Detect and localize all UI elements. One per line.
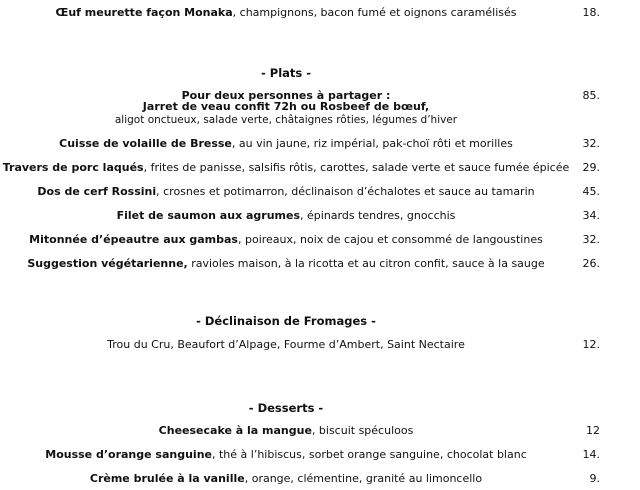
menu-item-description: , poireaux, noix de cajou et consommé de langoustines (237, 233, 543, 246)
menu-item-description: , épinards tendres, gnocchis (300, 209, 456, 222)
menu-item-line (0, 6, 572, 20)
menu-item-line (0, 137, 572, 151)
menu-item-fromages (0, 338, 640, 356)
menu-item-line (0, 257, 572, 271)
menu-item-name: Filet de saumon aux agrumes (116, 209, 301, 222)
menu-item-price: 32. (582, 137, 600, 150)
menu-item-name: Cuisse de volaille de Bresse (59, 137, 232, 150)
menu-item-vegetarienne (0, 257, 640, 275)
section-title-desserts: - Desserts - (248, 401, 324, 415)
menu-item-name: Crème brulée à la vanille (89, 472, 245, 485)
menu-item-description: , au vin jaune, riz impérial, pak-choï rôti et morilles (231, 137, 513, 150)
menu-item-price: 29. (582, 161, 600, 174)
menu-item-price: 12. (582, 338, 600, 351)
menu-item-price: 12 (586, 424, 600, 437)
section-title-plats: - Plats - (260, 66, 312, 80)
menu-item-description: Trou du Cru, Beaufort d’Alpage, Fourme d’Ambert, Saint Nectaire (107, 338, 465, 351)
menu-item-line (0, 185, 572, 199)
sharing-line-2: Jarret de veau confit 72h ou Rosbeef de bœuf, (142, 100, 430, 113)
menu-item-name: Travers de porc laqués (2, 161, 144, 174)
menu-item-oeuf-meurette (0, 6, 640, 24)
menu-item-name: Cheesecake à la mangue (158, 424, 312, 437)
menu-item-epeautre (0, 233, 640, 251)
menu-item-price: 14. (582, 448, 600, 461)
menu-item-name: Suggestion végétarienne, (27, 257, 188, 270)
menu-item-price: 85. (582, 89, 600, 102)
menu-item-price: 18. (582, 6, 600, 19)
menu-item-description: ravioles maison, à la ricotta et au citron confit, sauce à la sauge (187, 257, 545, 270)
menu-item-creme-brulee (0, 472, 640, 490)
menu-item-description: , biscuit spéculoos (311, 424, 414, 437)
menu-item-description: , thé à l’hibiscus, sorbet orange sanguine, chocolat blanc (212, 448, 527, 461)
menu-item-name: Mousse d’orange sanguine (45, 448, 212, 461)
section-title-fromages: - Déclinaison de Fromages - (196, 314, 376, 328)
menu-item-name: Dos de cerf Rossini (37, 185, 157, 198)
menu-item-travers (0, 161, 640, 179)
menu-item-line (0, 209, 572, 223)
menu-item-mousse (0, 448, 640, 466)
menu-item-volaille (0, 137, 640, 155)
menu-item-line (0, 424, 572, 438)
menu-item-sharing (0, 89, 640, 129)
menu-item-line (0, 233, 572, 247)
menu-item-price: 34. (582, 209, 600, 222)
menu-item-line (0, 448, 572, 462)
menu-item-description: , orange, clémentine, granité au limoncello (244, 472, 483, 485)
menu-item-cheesecake (0, 424, 640, 442)
menu-item-price: 32. (582, 233, 600, 246)
menu-item-price: 9. (589, 472, 600, 485)
menu-item-price: 26. (582, 257, 600, 270)
menu-item-name: Mitonnée d’épeautre aux gambas (29, 233, 238, 246)
menu-item-cerf (0, 185, 640, 203)
menu-item-description: , crosnes et potimarron, déclinaison d’échalotes et sauce au tamarin (156, 185, 535, 198)
menu-item-saumon (0, 209, 640, 227)
menu-item-name: Œuf meurette façon Monaka (55, 6, 233, 19)
sharing-line-3: aligot onctueux, salade verte, châtaignes rôties, légumes d’hiver (114, 114, 458, 126)
menu-item-line (0, 161, 572, 175)
menu-item-description: , champignons, bacon fumé et oignons caramélisés (232, 6, 517, 19)
menu-item-description: , frites de panisse, salsifis rôtis, carottes, salade verte et sauce fumée épicée (143, 161, 570, 174)
menu-item-line (0, 472, 572, 486)
menu-item-price: 45. (582, 185, 600, 198)
sharing-line-1: Pour deux personnes à partager : (181, 89, 391, 102)
